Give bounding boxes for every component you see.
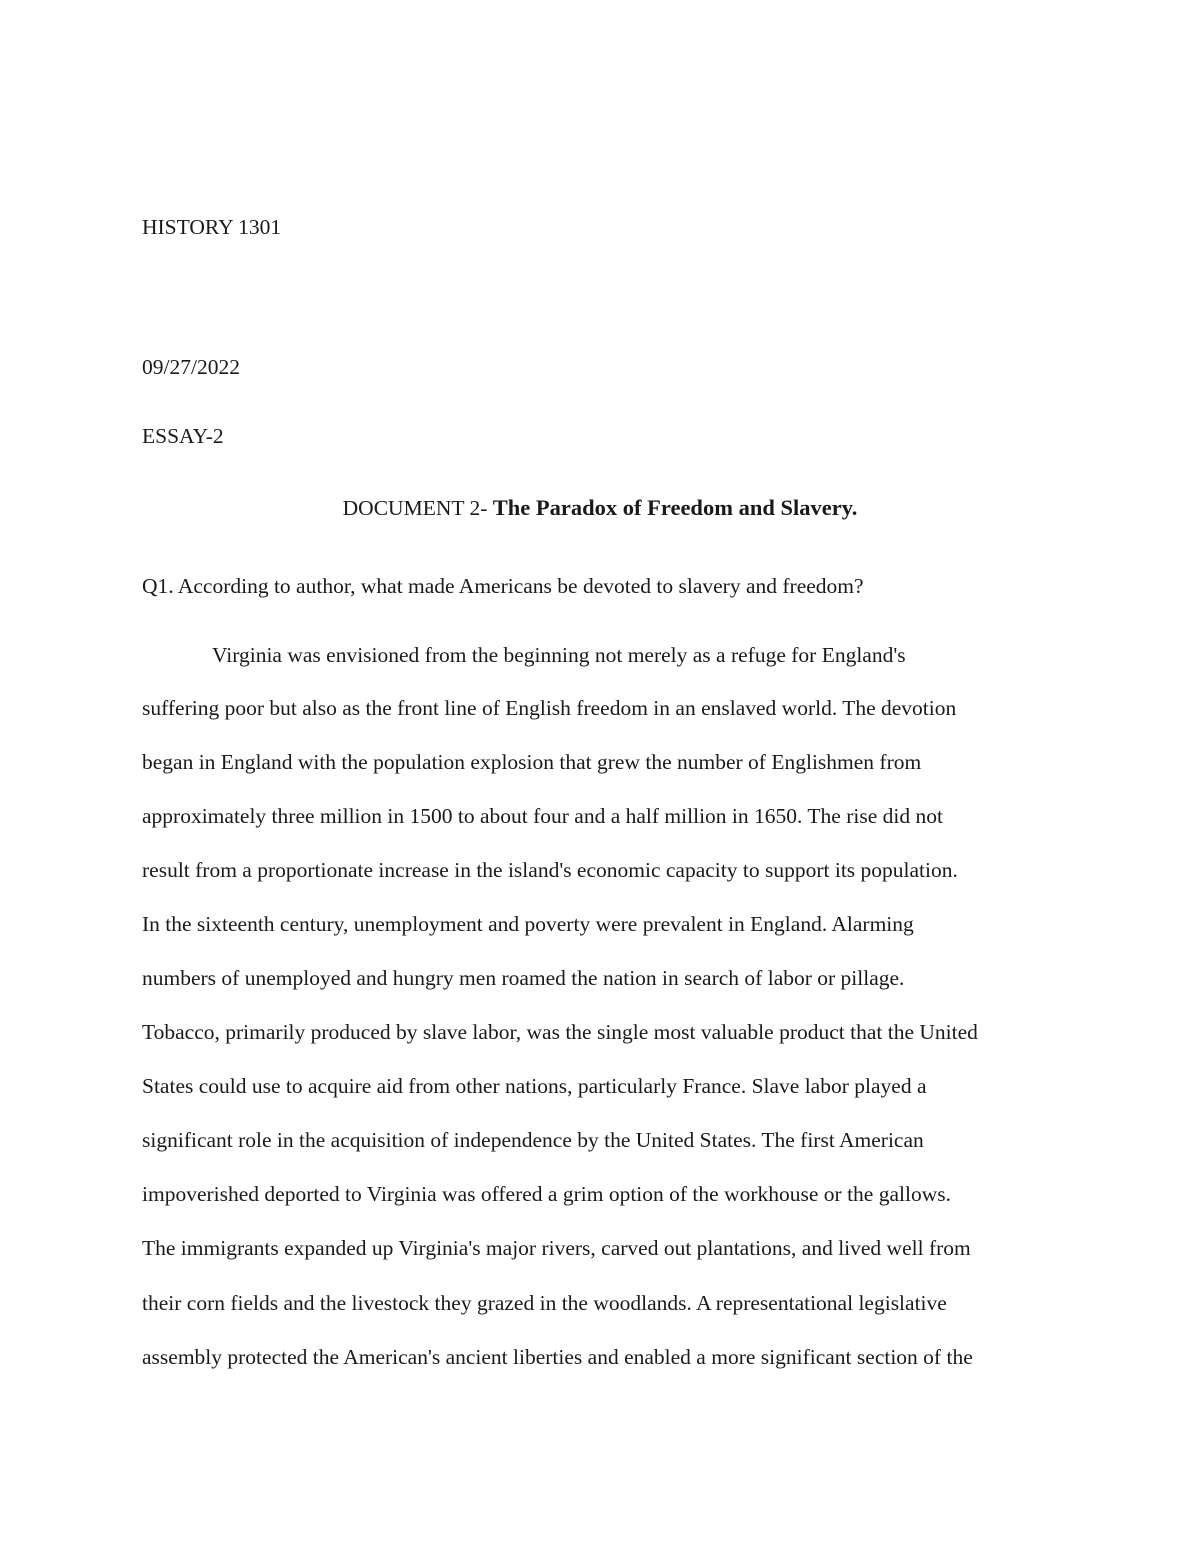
- paragraph-line: impoverished deported to Virginia was offered a grim option of the workhouse or the gallows.: [142, 1182, 951, 1206]
- document-title: [0, 497, 1200, 520]
- title-main: The Paradox of Freedom and Slavery.: [492, 495, 858, 520]
- date-line: 09/27/2022: [142, 355, 240, 379]
- paragraph-line: Tobacco, primarily produced by slave labor, was the single most valuable product that the United: [142, 1020, 978, 1044]
- paragraph-line: The immigrants expanded up Virginia's major rivers, carved out plantations, and lived well from: [142, 1236, 971, 1260]
- paragraph-line: approximately three million in 1500 to about four and a half million in 1650. The rise did not: [142, 804, 943, 828]
- paragraph-line: significant role in the acquisition of independence by the United States. The first American: [142, 1128, 924, 1152]
- paragraph-line: Virginia was envisioned from the beginning not merely as a refuge for England's: [212, 643, 906, 667]
- paragraph-line: numbers of unemployed and hungry men roamed the nation in search of labor or pillage.: [142, 966, 905, 990]
- paragraph-line: States could use to acquire aid from other nations, particularly France. Slave labor played a: [142, 1074, 927, 1098]
- course-heading: HISTORY 1301: [142, 215, 282, 239]
- paragraph-line: In the sixteenth century, unemployment and poverty were prevalent in England. Alarming: [142, 912, 914, 936]
- paragraph-line: result from a proportionate increase in the island's economic capacity to support its population.: [142, 858, 958, 882]
- paragraph-line: their corn fields and the livestock they grazed in the woodlands. A representational legislative: [142, 1291, 947, 1315]
- paragraph-line: suffering poor but also as the front line of English freedom in an enslaved world. The devotion: [142, 696, 957, 720]
- paragraph-line: assembly protected the American's ancient liberties and enabled a more significant section of the: [142, 1345, 973, 1369]
- assignment-line: ESSAY-2: [142, 424, 224, 448]
- title-prefix: DOCUMENT 2-: [342, 496, 488, 520]
- question-line: Q1. According to author, what made Americans be devoted to slavery and freedom?: [142, 574, 864, 598]
- paragraph-line: began in England with the population explosion that grew the number of Englishmen from: [142, 750, 922, 774]
